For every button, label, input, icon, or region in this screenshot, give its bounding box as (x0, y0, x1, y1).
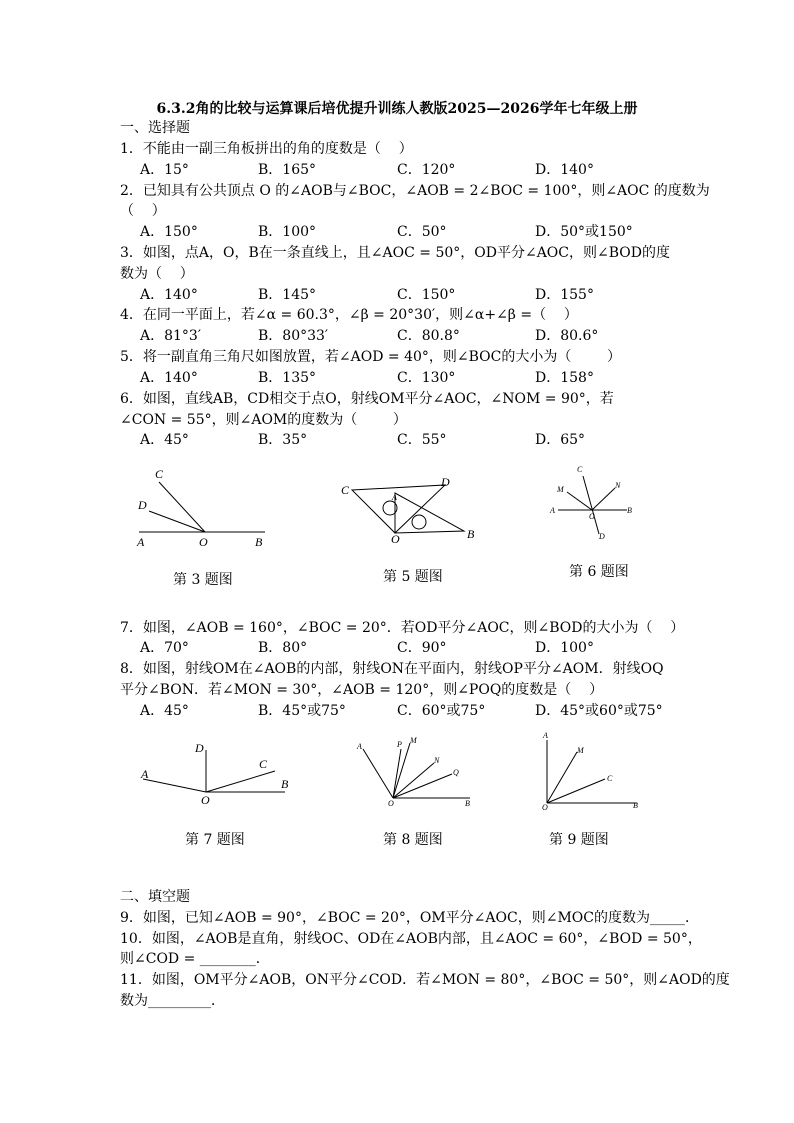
option-d: D．158° (535, 370, 594, 386)
ray-oc (206, 771, 275, 792)
ray-oq (393, 774, 452, 798)
label-a: A (357, 742, 362, 751)
option-a: A．70° (140, 640, 189, 656)
label-b: B (465, 799, 470, 808)
option-b: B．165° (258, 162, 317, 178)
label-d: D (599, 532, 605, 541)
option-c: C．50° (397, 224, 447, 240)
ray-op (393, 749, 401, 798)
label-b: B (255, 535, 263, 549)
figure-5-diagram (335, 475, 485, 545)
question-7-options (140, 638, 700, 658)
label-p: P (397, 740, 402, 749)
option-c: C．60°或75° (397, 703, 486, 719)
ray-om (547, 752, 577, 803)
question-10-cont: 则∠COD = ________． (120, 951, 270, 967)
option-b: B．145° (258, 287, 317, 303)
question-11-cont: 数为_________． (120, 993, 225, 1009)
question-1-options (140, 160, 700, 180)
label-m: M (410, 736, 417, 745)
option-a: A．45° (140, 703, 189, 719)
option-d: D．140° (535, 162, 594, 178)
label-c: C (607, 774, 613, 783)
question-8-cont: 平分∠BON．若∠MON = 30°，∠AOB = 120°，则∠POQ的度数是（ ） (120, 682, 604, 698)
question-2-options (140, 222, 700, 242)
option-d: D．80.6° (535, 328, 599, 344)
label-a: A (550, 506, 555, 515)
question-6-options (140, 430, 700, 450)
label-m: M (577, 746, 584, 755)
question-2-cont: （ ） (120, 203, 166, 219)
label-n: N (434, 756, 440, 765)
question-3: 3．如图，点A，O，B在一条直线上，且∠AOC = 50°，OD平分∠AOC，则∠BOD的度 (120, 245, 670, 261)
option-d: D．155° (535, 287, 594, 303)
question-3-cont: 数为（ ） (120, 266, 194, 282)
ray-oa (143, 779, 206, 792)
question-4: 4．在同一平面上，若∠α = 60.3°，∠β = 20°30′，则∠α+∠β =（ ） (120, 307, 578, 323)
label-b: B (467, 527, 475, 541)
question-6: 6．如图，直线AB，CD相交于点O，射线OM平分∠AOC，∠NOM = 90°，若 (120, 391, 614, 407)
figure-8-diagram (350, 735, 480, 810)
label-d: D (138, 498, 147, 512)
figure-7-caption: 第 7 题图 (185, 832, 245, 848)
option-c: C．55° (397, 432, 447, 448)
option-d: D．45°或60°或75° (535, 703, 663, 719)
question-2: 2．已知具有公共顶点 O 的∠AOB与∠BOC，∠AOB = 2∠BOC = 100°，则∠AOC 的度数为 (120, 183, 710, 199)
label-b: B (633, 801, 638, 810)
question-3-options (140, 285, 700, 305)
question-10: 10．如图，∠AOB是直角，射线OC、OD在∠AOB内部，且∠AOC = 60°，∠BOD = 50°， (120, 931, 702, 947)
question-4-options (140, 326, 700, 346)
question-7: 7．如图，∠AOB = 160°，∠BOC = 20°．若OD平分∠AOC，则∠BOD的大小为（ ） (120, 620, 685, 636)
label-o: O (201, 793, 210, 807)
figure-9-caption: 第 9 题图 (549, 832, 609, 848)
figure-5-caption: 第 5 题图 (383, 569, 443, 585)
option-a: A．140° (140, 370, 198, 386)
option-a: A．45° (140, 432, 189, 448)
label-a: A (141, 767, 149, 781)
label-o: O (391, 532, 400, 546)
option-a: A．81°3′ (140, 328, 202, 344)
ray-on (393, 763, 434, 798)
option-c: C．80.8° (397, 328, 460, 344)
ray-om (393, 743, 410, 798)
option-a: A．140° (140, 287, 198, 303)
label-m: M (557, 485, 564, 494)
figure-9-diagram (535, 728, 645, 813)
question-1: 1．不能由一副三角板拼出的角的度数是（ ） (120, 141, 413, 157)
ray-on (592, 488, 615, 510)
label-c: C (155, 467, 164, 481)
label-c: C (259, 757, 268, 771)
question-8: 8．如图，射线OM在∠AOB的内部，射线ON在平面内，射线OP平分∠AOM．射线OQ (120, 661, 664, 677)
option-b: B．100° (258, 224, 317, 240)
label-o: O (199, 535, 208, 549)
question-6-cont: ∠CON = 55°，则∠AOM的度数为（ ） (120, 412, 407, 428)
option-b: B．35° (258, 432, 308, 448)
label-b: B (281, 777, 289, 791)
label-b: B (627, 506, 632, 515)
ray-od (149, 511, 205, 532)
label-o: O (589, 512, 595, 521)
option-d: D．65° (535, 432, 586, 448)
question-5-options (140, 368, 700, 388)
figure-6-diagram (545, 462, 645, 542)
page-title: 6.3.2角的比较与运算课后培优提升训练人教版2025—2026学年七年级上册 (156, 101, 638, 117)
question-5: 5．将一副直角三角尺如图放置，若∠AOD = 40°，则∠BOC的大小为（ ） (120, 349, 621, 365)
label-n: N (615, 481, 621, 490)
option-c: C．150° (397, 287, 456, 303)
triangle-set-square-2 (395, 493, 464, 533)
option-c: C．120° (397, 162, 456, 178)
section-heading-choice: 一、选择题 (120, 120, 190, 136)
figure-6-caption: 第 6 题图 (569, 564, 629, 580)
option-c: C．90° (397, 640, 447, 656)
option-d: D．100° (535, 640, 594, 656)
label-o: O (542, 803, 548, 812)
question-9: 9．如图，已知∠AOB = 90°，∠BOC = 20°，OM平分∠AOC，则∠MOC的度数为_____． (120, 910, 699, 926)
ray-oa (363, 749, 393, 798)
figure-3-diagram (125, 465, 275, 555)
figure-7-diagram (135, 738, 305, 808)
option-b: B．80°33′ (258, 328, 329, 344)
ray-oc (159, 482, 205, 532)
label-c: C (341, 483, 350, 497)
figure-8-caption: 第 8 题图 (383, 832, 443, 848)
label-a: A (392, 493, 397, 502)
label-o: O (388, 799, 394, 808)
question-8-options (140, 701, 700, 721)
label-q: Q (453, 768, 459, 777)
option-c: C．130° (397, 370, 456, 386)
label-d: D (441, 475, 450, 489)
label-a: A (137, 535, 145, 549)
label-d: D (195, 741, 204, 755)
question-11: 11．如图，OM平分∠AOB，ON平分∠COD．若∠MON = 80°，∠BOC = 50°，则∠AOD的度 (120, 972, 730, 988)
label-c: C (577, 465, 583, 474)
triangle-set-square-1 (352, 485, 445, 533)
figure-3-caption: 第 3 题图 (173, 572, 233, 588)
option-d: D．50°或150° (535, 224, 633, 240)
option-a: A．150° (140, 224, 198, 240)
ray-oc (547, 779, 605, 803)
triangle-hole-2 (412, 515, 426, 529)
option-b: B．135° (258, 370, 317, 386)
option-a: A．15° (140, 162, 189, 178)
section-heading-fill: 二、填空题 (120, 889, 190, 905)
option-b: B．45°或75° (258, 703, 346, 719)
option-b: B．80° (258, 640, 308, 656)
label-a: A (543, 731, 548, 740)
